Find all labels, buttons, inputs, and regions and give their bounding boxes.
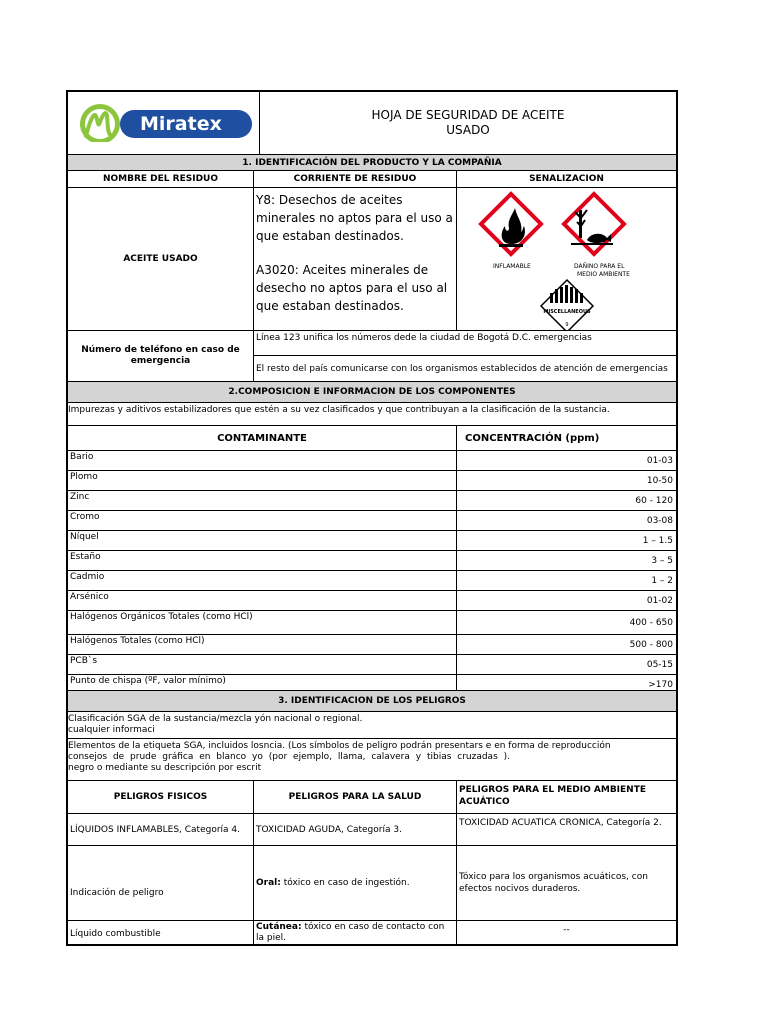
emergency-phone-label: Número de teléfono en caso de emergencia — [68, 331, 254, 381]
miratex-logo — [76, 102, 254, 142]
contaminant-name: Bario — [68, 451, 457, 470]
classification-line-1: Clasificación SGA de la sustancia/mezcla yón nacional o regional. — [68, 714, 363, 724]
miscellaneous-class-9-pictogram-icon — [541, 280, 593, 330]
contaminant-row — [68, 634, 676, 654]
contaminant-concentration: 01-03 — [646, 455, 673, 466]
emergency-phone-line-2: El resto del país comunicarse con los organismos establecidos de atención de emergencias — [256, 363, 668, 374]
contaminant-concentration: 1 – 2 — [651, 575, 673, 586]
health-hazard-oral-text: tóxico en caso de ingestión. — [280, 878, 410, 888]
contaminant-row — [68, 530, 676, 550]
residue-name: ACEITE USADO — [68, 188, 254, 330]
logo-box — [68, 92, 260, 154]
contaminant-name: PCB`s — [68, 655, 457, 674]
document-title — [260, 92, 676, 154]
contaminant-concentration: 01-02 — [646, 595, 673, 606]
col-corriente-header: CORRIENTE DE RESIDUO — [254, 171, 457, 187]
col-contaminante-header: CONTAMINANTE — [68, 426, 457, 450]
residue-row — [68, 187, 676, 330]
health-hazard-1: TOXICIDAD AGUDA, Categoría 3. — [254, 814, 457, 845]
hazard-pictograms — [457, 188, 676, 330]
misc-label: MISCELLANEOUS — [543, 309, 591, 315]
contaminant-concentration: >170 — [648, 679, 673, 690]
contaminant-name: Arsénico — [68, 591, 457, 610]
label-elements-line-2: consejos de prude gráfica en blanco yo (por ejemplo, llama, calavera y tibias cruzadas ). — [68, 752, 510, 762]
section-1-title: 1. IDENTIFICACIÓN DEL PRODUCTO Y LA COMPAÑIA — [68, 154, 676, 170]
contaminant-row — [68, 490, 676, 510]
section-3-title: 3. IDENTIFICACION DE LOS PELIGROS — [68, 690, 676, 711]
contaminant-row — [68, 550, 676, 570]
signage-cell — [457, 188, 676, 330]
residue-stream — [254, 188, 457, 330]
health-hazard-2 — [254, 846, 457, 920]
classification-line-2: cualquier informaci — [68, 725, 155, 735]
col-salud-header: PELIGROS PARA LA SALUD — [254, 781, 457, 813]
contaminant-concentration: 1 – 1.5 — [642, 535, 673, 546]
section-2-intro: Impurezas y aditivos estabilizadores que estén a su vez clasificados y que contribuyan a la clasificación de la sustancia. — [68, 402, 676, 425]
contaminant-name: Halógenos Orgánicos Totales (como HCl) — [68, 611, 457, 634]
hazard-table-header — [68, 780, 676, 813]
contaminant-concentration: 400 - 650 — [629, 617, 673, 628]
physical-hazard-3: Líquido combustible — [68, 921, 254, 946]
misc-number: 9 — [565, 322, 569, 328]
physical-hazard-1: LÍQUIDOS INFLAMABLES, Categoría 4. — [68, 814, 254, 845]
hazard-row-2 — [68, 845, 676, 920]
title-line-2: USADO — [446, 123, 490, 137]
col-fisicos-header: PELIGROS FISICOS — [68, 781, 254, 813]
contaminant-row — [68, 590, 676, 610]
contaminant-name: Plomo — [68, 471, 457, 490]
contaminant-table-header — [68, 425, 676, 450]
environment-hazard-2: Tóxico para los organismos acuáticos, con efectos nocivos duraderos. — [459, 872, 648, 894]
physical-hazard-2: Indicación de peligro — [68, 846, 254, 920]
contaminant-concentration: 500 - 800 — [629, 639, 673, 650]
contaminant-concentration: 05-15 — [646, 659, 673, 670]
health-hazard-dermal-text: tóxico en caso de contacto con la piel. — [256, 922, 445, 943]
contaminant-row — [68, 450, 676, 470]
contaminant-name: Cadmio — [68, 571, 457, 590]
ghs-label-elements — [68, 738, 676, 780]
contaminant-row — [68, 570, 676, 590]
logo-text: Miratex — [140, 113, 222, 135]
route-dermal-label: Cutánea: — [256, 922, 302, 932]
contaminant-row — [68, 654, 676, 674]
emergency-phone-line-1: Línea 123 unifica los números dede la ciudad de Bogotá D.C. emergencias — [254, 331, 676, 356]
contaminant-concentration: 3 – 5 — [651, 555, 673, 566]
environment-label-2: MEDIO AMBIENTE — [577, 271, 630, 278]
col-nombre-header: NOMBRE DEL RESIDUO — [68, 171, 254, 187]
contaminant-name: Halógenos Totales (como HCl) — [68, 635, 457, 654]
contaminant-row — [68, 610, 676, 634]
contaminant-concentration: 60 - 120 — [635, 495, 673, 506]
contaminant-concentration: 03-08 — [646, 515, 673, 526]
environment-pictogram-icon — [564, 194, 624, 254]
flammable-label: INFLAMABLE — [493, 263, 531, 270]
contaminant-row — [68, 510, 676, 530]
section-2-title: 2.COMPOSICION E INFORMACION DE LOS COMPONENTES — [68, 381, 676, 402]
emergency-phone-row — [68, 330, 676, 381]
residue-a3020: A3020: Aceites minerales de desecho no aptos para el uso al que estaban destinados. — [256, 263, 448, 313]
contaminant-name: Níquel — [68, 531, 457, 550]
contaminant-name: Estaño — [68, 551, 457, 570]
contaminant-concentration: 10-50 — [646, 475, 673, 486]
ghs-classification — [68, 711, 676, 738]
title-line-1: HOJA DE SEGURIDAD DE ACEITE — [371, 108, 565, 122]
col-senal-header: SENALIZACION — [529, 174, 604, 184]
contaminant-name: Zinc — [68, 491, 457, 510]
environment-label-1: DAÑINO PARA EL — [574, 263, 625, 270]
label-elements-line-1: Elementos de la etiqueta SGA, incluidos losncia. (Los símbolos de peligro podrán presentars e en forma de reproducción — [68, 741, 611, 751]
environment-hazard-3: -- — [563, 925, 570, 935]
contaminant-row — [68, 470, 676, 490]
environment-hazard-1: TOXICIDAD ACUATICA CRONICA, Categoría 2. — [459, 818, 662, 828]
col-concentracion-header: CONCENTRACIÓN (ppm) — [465, 432, 600, 444]
hazard-row-1 — [68, 813, 676, 845]
contaminant-name: Punto de chispa (ºF, valor mínimo) — [68, 675, 457, 694]
flammable-pictogram-icon — [481, 194, 541, 254]
col-ambiente-header: PELIGROS PARA EL MEDIO AMBIENTE ACUÁTICO — [459, 785, 646, 807]
safety-data-sheet — [66, 90, 678, 946]
route-oral-label: Oral: — [256, 878, 281, 888]
label-elements-line-3: negro o mediante su descripción por escrit — [68, 763, 262, 773]
contaminant-name: Cromo — [68, 511, 457, 530]
health-hazard-3 — [254, 921, 457, 946]
hazard-row-3 — [68, 920, 676, 946]
residue-y8: Y8: Desechos de aceites minerales no aptos para el uso a que estaban destinados. — [256, 193, 453, 243]
section-1-headers — [68, 170, 676, 187]
